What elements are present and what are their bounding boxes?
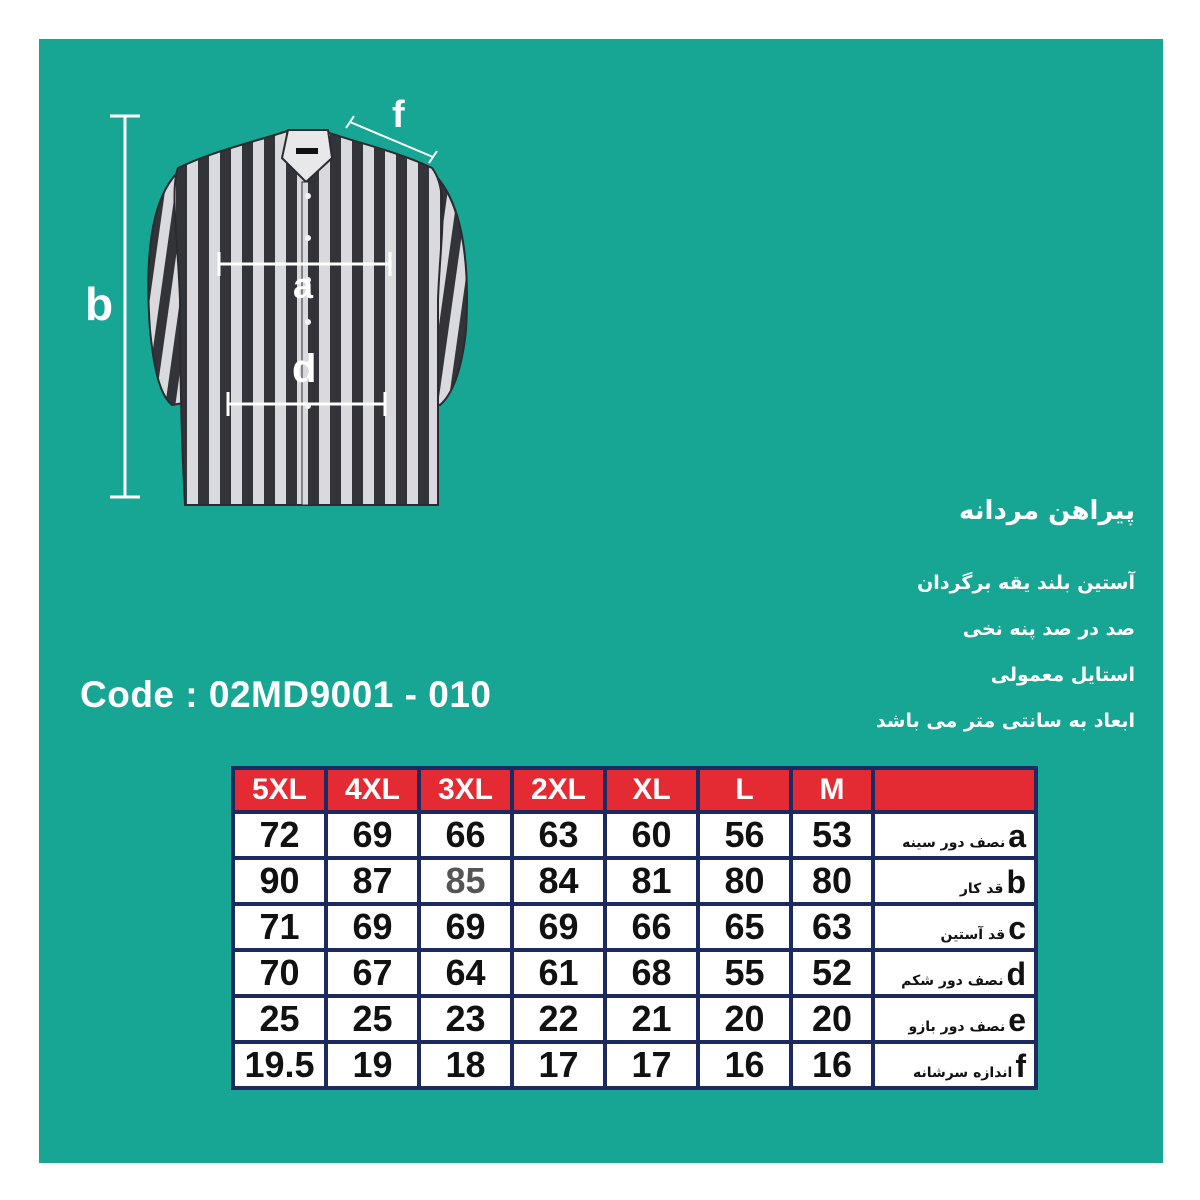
table-cell: 64 — [421, 952, 510, 994]
table-cell: 87 — [328, 860, 417, 902]
table-cell: 19 — [328, 1044, 417, 1086]
size-header-m: M — [793, 770, 871, 810]
size-header-3xl: 3XL — [421, 770, 510, 810]
table-cell: 65 — [700, 906, 789, 948]
table-cell: 72 — [235, 814, 324, 856]
measure-a-label: a — [293, 265, 314, 306]
measurement-header — [875, 770, 1034, 810]
table-cell: 17 — [514, 1044, 603, 1086]
product-title: پیراهن مردانه — [959, 496, 1135, 526]
table-cell: 71 — [235, 906, 324, 948]
table-cell: 53 — [793, 814, 871, 856]
table-cell: 69 — [421, 906, 510, 948]
measurement-name: قد کار — [959, 881, 1004, 897]
table-cell: 22 — [514, 998, 603, 1040]
table-row — [235, 952, 1034, 994]
size-header-row — [235, 770, 1034, 810]
table-row — [235, 906, 1034, 948]
size-header-l: L — [700, 770, 789, 810]
shirt-button — [305, 319, 311, 325]
table-cell: 84 — [514, 860, 603, 902]
table-cell: 66 — [421, 814, 510, 856]
table-cell: 20 — [793, 998, 871, 1040]
table-cell: 55 — [700, 952, 789, 994]
measurement-label — [875, 1044, 1034, 1086]
table-cell: 80 — [700, 860, 789, 902]
measurement-letter: d — [1006, 956, 1026, 992]
table-cell: 66 — [607, 906, 696, 948]
table-cell: 20 — [700, 998, 789, 1040]
measurement-label — [875, 814, 1034, 856]
size-header-5xl: 5XL — [235, 770, 324, 810]
measurement-letter: a — [1008, 818, 1026, 854]
table-cell: 17 — [607, 1044, 696, 1086]
table-row — [235, 1044, 1034, 1086]
table-cell: 16 — [700, 1044, 789, 1086]
table-row — [235, 814, 1034, 856]
table-cell: 60 — [607, 814, 696, 856]
shirt-button — [305, 235, 311, 241]
measure-b-line — [110, 116, 140, 497]
measurement-letter: f — [1015, 1048, 1026, 1084]
collar-tag — [296, 148, 318, 154]
table-row — [235, 860, 1034, 902]
table-cell: 63 — [793, 906, 871, 948]
measurement-label — [875, 952, 1034, 994]
table-cell: 25 — [328, 998, 417, 1040]
table-cell: 16 — [793, 1044, 871, 1086]
feature-item: صد در صد پنه نخی — [962, 618, 1135, 640]
table-cell: 85 — [421, 860, 510, 902]
measurement-letter: b — [1006, 864, 1026, 900]
shirt-button — [305, 193, 311, 199]
table-cell: 21 — [607, 998, 696, 1040]
table-row — [235, 998, 1034, 1040]
table-cell: 69 — [328, 814, 417, 856]
measurement-name: نصف دور بازو — [908, 1019, 1006, 1035]
table-cell: 69 — [328, 906, 417, 948]
table-cell: 18 — [421, 1044, 510, 1086]
table-cell: 52 — [793, 952, 871, 994]
table-cell: 80 — [793, 860, 871, 902]
table-cell: 69 — [514, 906, 603, 948]
feature-list — [876, 566, 1135, 750]
measurement-letter: e — [1008, 1002, 1026, 1038]
table-cell: 23 — [421, 998, 510, 1040]
measure-d-label: d — [292, 347, 317, 391]
size-header-4xl: 4XL — [328, 770, 417, 810]
table-cell: 81 — [607, 860, 696, 902]
measurement-label — [875, 906, 1034, 948]
measurement-name: قد آستین — [940, 927, 1006, 943]
measurement-name: نصف دور شکم — [901, 973, 1004, 989]
size-header-xl: XL — [607, 770, 696, 810]
table-cell: 63 — [514, 814, 603, 856]
size-table — [231, 766, 1038, 1090]
table-cell: 56 — [700, 814, 789, 856]
product-code: Code : 02MD9001 - 010 — [80, 674, 492, 715]
measure-f-label: f — [392, 94, 405, 136]
table-cell: 70 — [235, 952, 324, 994]
feature-item: استایل معمولی — [990, 664, 1135, 686]
table-cell: 61 — [514, 952, 603, 994]
table-cell: 67 — [328, 952, 417, 994]
measurement-label — [875, 998, 1034, 1040]
measurement-name: اندازه سرشانه — [912, 1065, 1013, 1081]
feature-item: آستین بلند یقه برگردان — [917, 572, 1135, 594]
measurement-label — [875, 860, 1034, 902]
size-header-2xl: 2XL — [514, 770, 603, 810]
measurement-name: نصف دور سینه — [902, 835, 1006, 851]
measurement-letter: c — [1008, 910, 1026, 946]
measure-b-label: b — [85, 278, 114, 330]
table-cell: 68 — [607, 952, 696, 994]
table-cell: 19.5 — [235, 1044, 324, 1086]
feature-item: ابعاد به سانتی متر می باشد — [875, 710, 1135, 732]
table-cell: 90 — [235, 860, 324, 902]
shirt-placket — [302, 182, 314, 505]
table-cell: 25 — [235, 998, 324, 1040]
shirt-diagram — [0, 0, 1200, 560]
